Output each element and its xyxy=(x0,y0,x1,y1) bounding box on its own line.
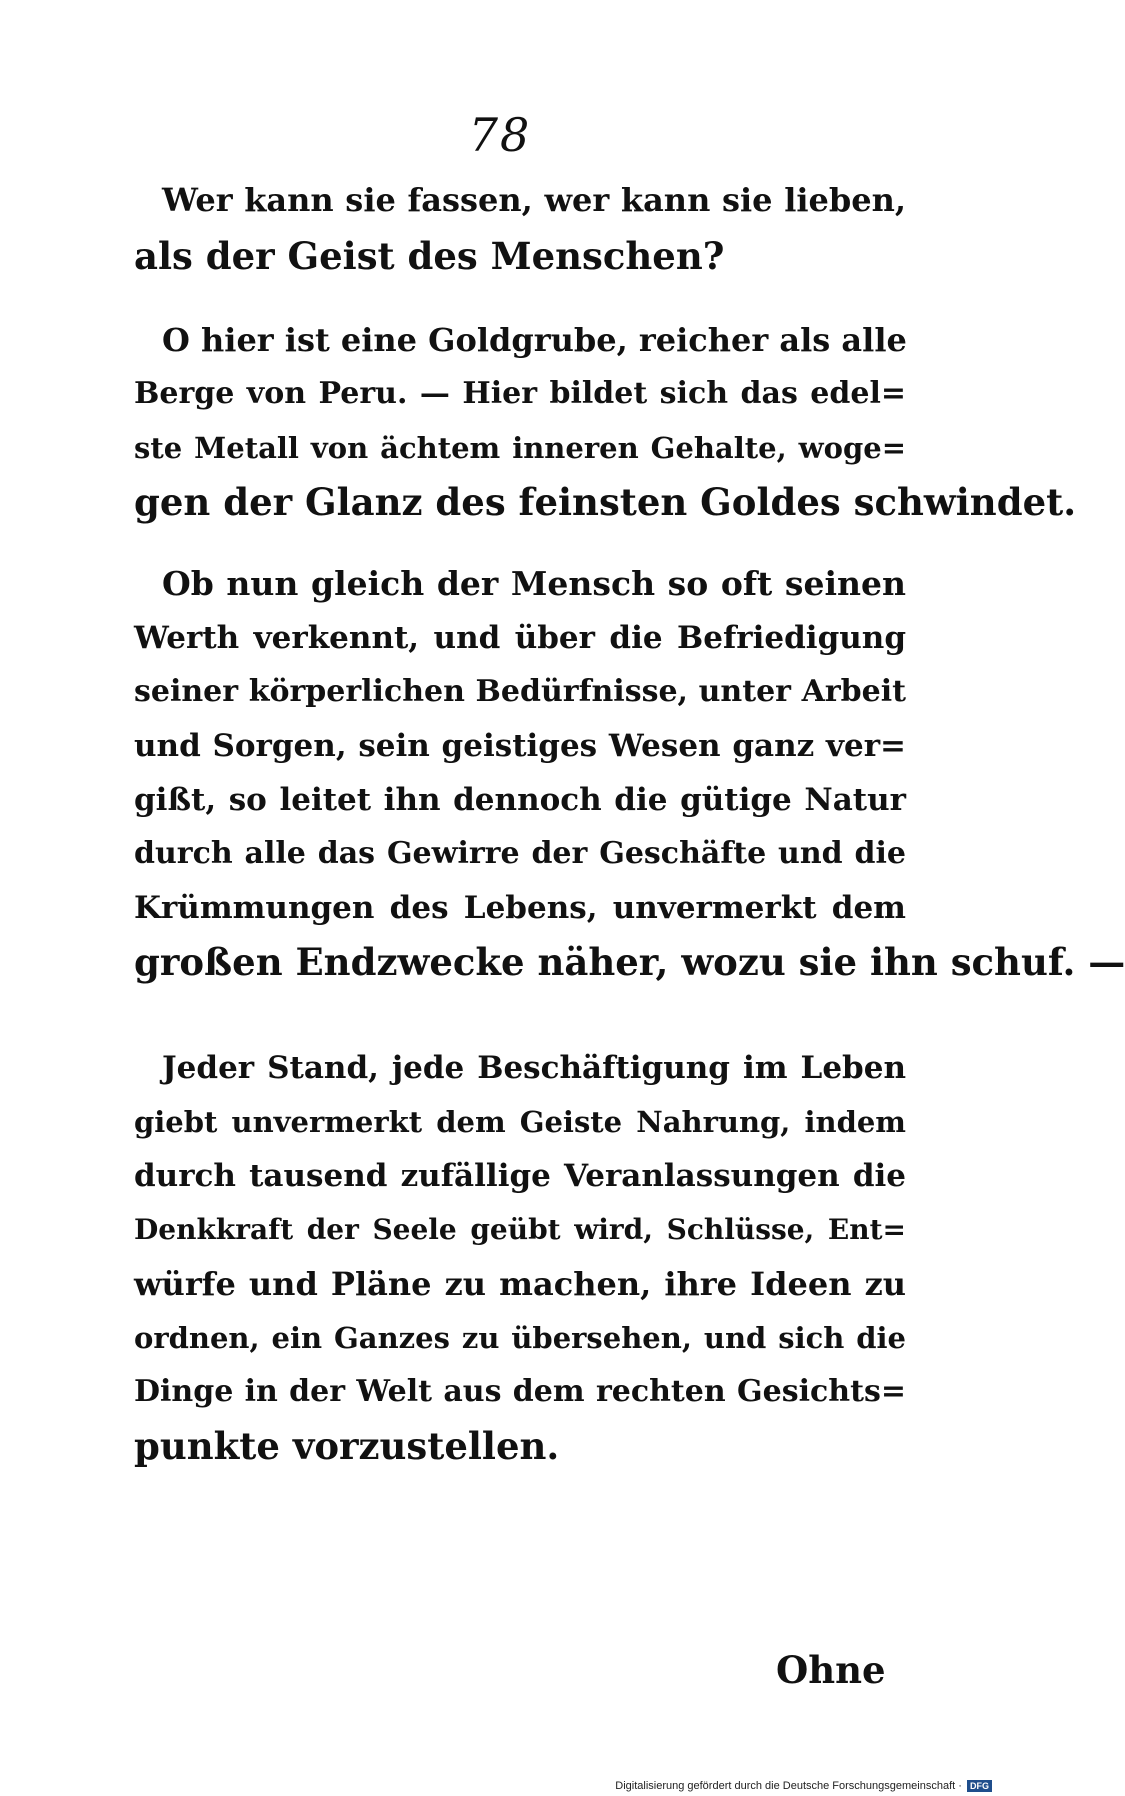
text-line: Jeder Stand, jede Beschäftigung im Leben xyxy=(162,1050,906,1086)
text-line: Berge von Peru. — Hier bildet sich das edel= xyxy=(134,376,906,411)
text-line: großen Endzwecke näher, wozu sie ihn schuf. — xyxy=(134,940,1125,984)
text-line: Dinge in der Welt aus dem rechten Gesichts= xyxy=(134,1374,906,1409)
text-line: gißt, so leitet ihn dennoch die gütige Natur xyxy=(134,782,906,818)
text-line: ordnen, ein Ganzes zu übersehen, und sich die xyxy=(134,1321,906,1355)
text-line: gen der Glanz des feinsten Goldes schwindet. xyxy=(134,480,1077,524)
text-line: Werth verkennt, und über die Befriedigung xyxy=(134,620,906,656)
text-line: und Sorgen, sein geistiges Wesen ganz ver= xyxy=(134,728,906,764)
text-line: durch alle das Gewirre der Geschäfte und die xyxy=(134,836,906,871)
text-line: punkte vorzustellen. xyxy=(134,1424,560,1468)
digitization-footer xyxy=(615,1780,992,1792)
text-line: ste Metall von ächtem inneren Gehalte, woge= xyxy=(134,431,906,465)
text-line: durch tausend zufällige Veranlassungen die xyxy=(134,1158,906,1194)
text-line: O hier ist eine Goldgrube, reicher als alle xyxy=(162,321,907,359)
dfg-logo: DFG xyxy=(967,1780,992,1792)
page-number: 78 xyxy=(468,108,532,162)
text-line: Denkkraft der Seele geübt wird, Schlüsse, Ent= xyxy=(134,1213,906,1246)
text-line: Wer kann sie fassen, wer kann sie lieben, xyxy=(162,181,906,219)
footer-text: Digitalisierung gefördert durch die Deutsche Forschungsgemeinschaft · xyxy=(615,1779,962,1792)
text-line: Ob nun gleich der Mensch so oft seinen xyxy=(162,564,906,603)
text-line: seiner körperlichen Bedürfnisse, unter Arbeit xyxy=(134,674,906,709)
text-line: Krümmungen des Lebens, unvermerkt dem xyxy=(134,890,906,926)
catchword: Ohne xyxy=(776,1648,886,1692)
text-line: als der Geist des Menschen? xyxy=(134,234,725,278)
text-line: würfe und Pläne zu machen, ihre Ideen zu xyxy=(134,1265,906,1303)
text-line: giebt unvermerkt dem Geiste Nahrung, indem xyxy=(134,1105,906,1139)
